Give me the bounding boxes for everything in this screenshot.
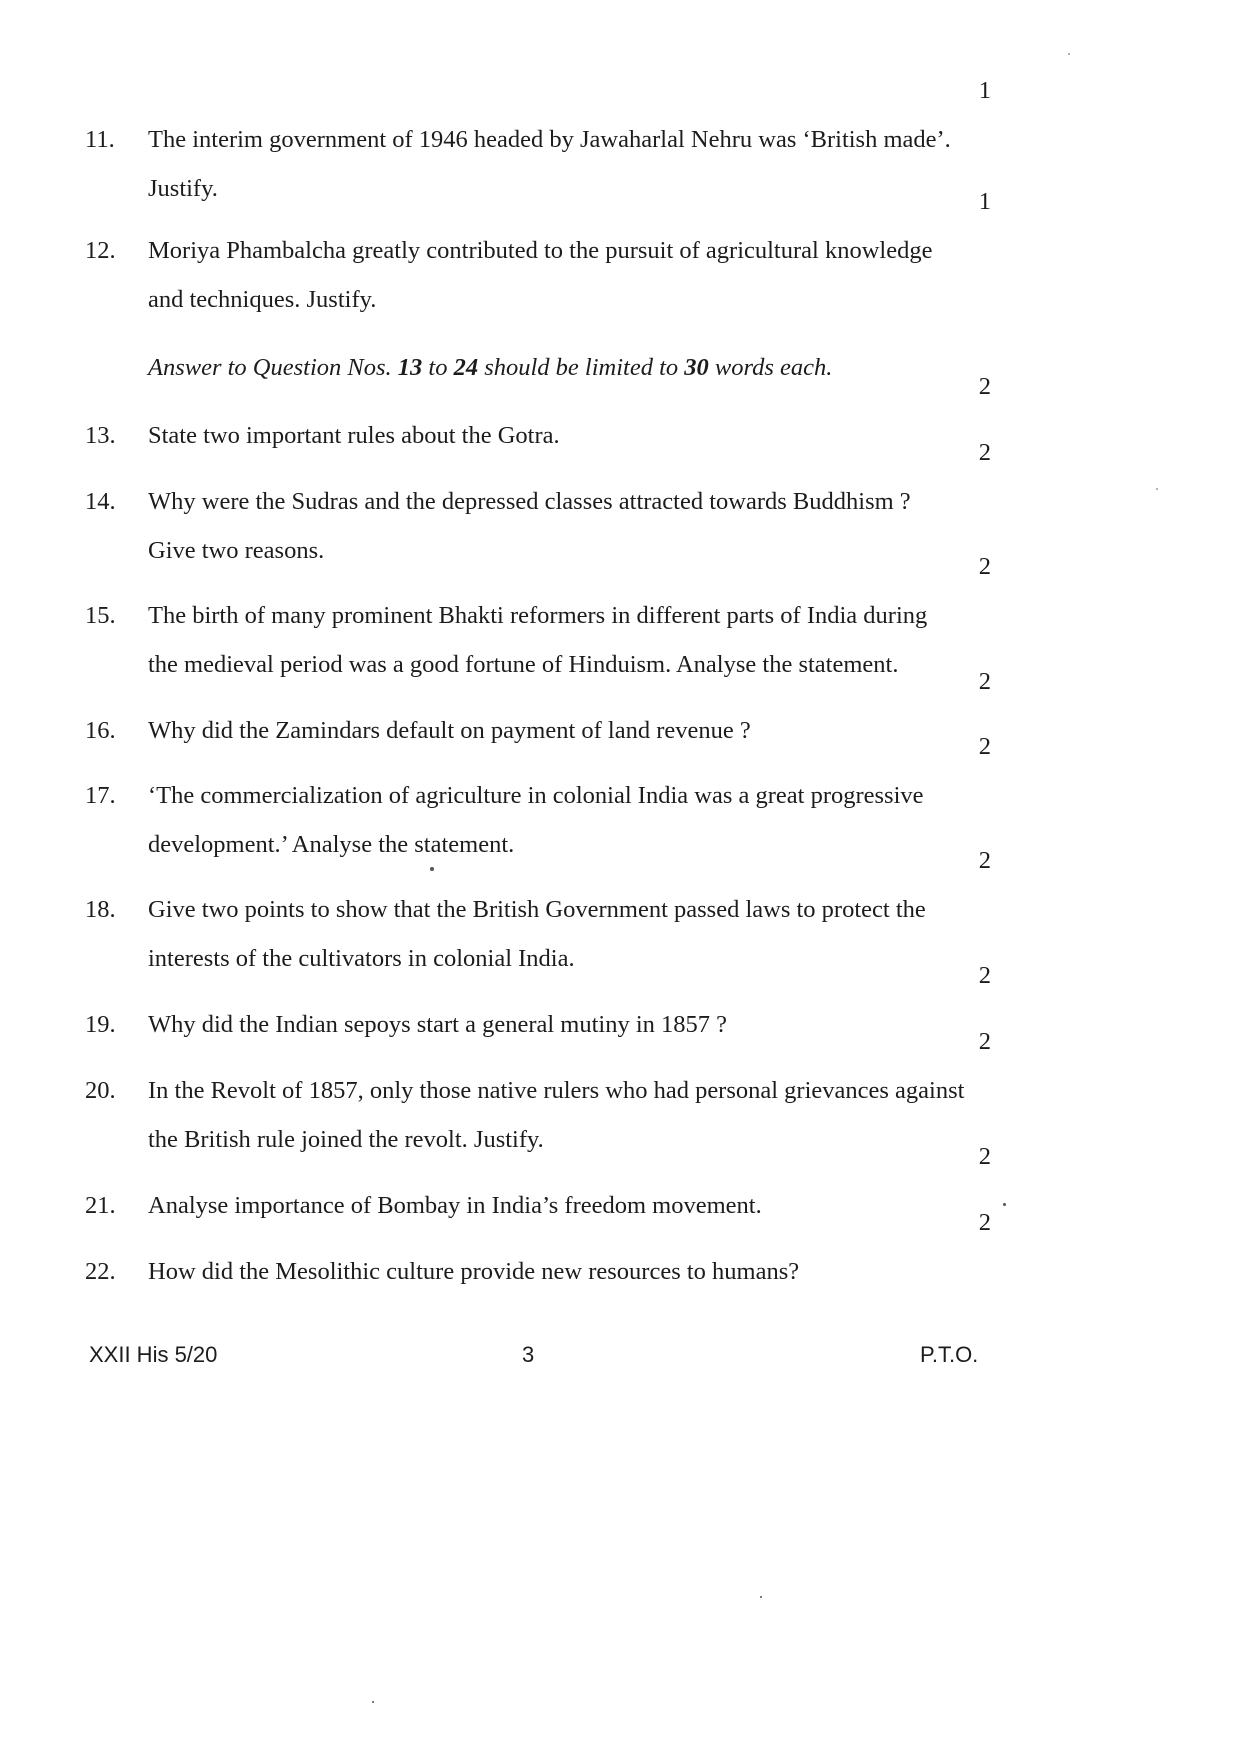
question-text-line: the medieval period was a good fortune of Hinduism. Analyse the statement.	[148, 651, 899, 678]
question-text-line: The interim government of 1946 headed by Jawaharlal Nehru was ‘British made’.	[148, 126, 951, 153]
question-marks: 2	[978, 962, 991, 989]
question-number: 14.	[85, 488, 116, 515]
question-text-line: Moriya Phambalcha greatly contributed to the pursuit of agricultural knowledge	[148, 237, 933, 264]
question-marks: 2	[978, 733, 991, 760]
question-text-line: Give two reasons.	[148, 537, 325, 564]
question-text-line: State two important rules about the Gotra.	[148, 422, 560, 449]
question-text-line: ‘The commercialization of agriculture in colonial India was a great progressive	[148, 782, 924, 809]
question-marks: 2	[978, 373, 991, 400]
instruction-from: 13	[397, 354, 423, 381]
question-text-line: Justify.	[148, 175, 218, 202]
question-text-line: and techniques. Justify.	[148, 286, 377, 313]
question-marks: 2	[978, 847, 991, 874]
instruction-text: words each.	[708, 354, 833, 381]
question-marks: 2	[978, 1028, 991, 1055]
question-text-line: Analyse importance of Bombay in India’s freedom movement.	[148, 1192, 762, 1219]
paper-code: XXII His 5/20	[89, 1342, 218, 1367]
question-text-line: Why were the Sudras and the depressed classes attracted towards Buddhism ?	[148, 488, 911, 515]
question-number: 16.	[85, 717, 116, 744]
instruction-to: 24	[453, 354, 479, 381]
question-marks: 2	[978, 1209, 991, 1236]
scan-speck	[1068, 53, 1070, 55]
question-text-line: How did the Mesolithic culture provide new resources to humans?	[148, 1258, 800, 1285]
instruction-text: Answer to Question Nos.	[148, 354, 398, 381]
please-turn-over: P.T.O.	[920, 1342, 979, 1367]
scan-speck	[1003, 1203, 1006, 1206]
question-marks: 2	[978, 668, 991, 695]
question-number: 11.	[85, 126, 115, 153]
question-marks: 1	[978, 188, 991, 215]
question-marks: 2	[978, 1143, 991, 1170]
question-number: 12.	[85, 237, 116, 264]
question-text-line: Give two points to show that the British Government passed laws to protect the	[148, 896, 926, 923]
question-text-line: the British rule joined the revolt. Justify.	[148, 1126, 544, 1153]
question-number: 21.	[85, 1192, 116, 1219]
instruction-text: should be limited to	[478, 354, 685, 381]
scan-speck	[1156, 488, 1158, 490]
scan-speck	[760, 1596, 762, 1598]
question-number: 15.	[85, 602, 116, 629]
question-number: 22.	[85, 1258, 116, 1285]
scan-speck	[430, 867, 434, 871]
question-text-line: development.’ Analyse the statement.	[148, 831, 515, 858]
question-text-line: Why did the Zamindars default on payment of land revenue ?	[148, 717, 751, 744]
question-number: 19.	[85, 1011, 116, 1038]
question-number: 17.	[85, 782, 116, 809]
question-text-line: interests of the cultivators in colonial India.	[148, 945, 575, 972]
page-number: 3	[522, 1342, 535, 1367]
question-marks: 1	[978, 77, 991, 104]
question-number: 13.	[85, 422, 116, 449]
section-instruction	[148, 348, 832, 388]
question-number: 18.	[85, 896, 116, 923]
question-number: 20.	[85, 1077, 116, 1104]
question-text-line: Why did the Indian sepoys start a general mutiny in 1857 ?	[148, 1011, 728, 1038]
question-marks: 2	[978, 553, 991, 580]
question-text-line: The birth of many prominent Bhakti reformers in different parts of India during	[148, 602, 928, 629]
question-text-line: In the Revolt of 1857, only those native rulers who had personal grievances against	[148, 1077, 965, 1104]
question-marks: 2	[978, 439, 991, 466]
instruction-text: to	[422, 354, 454, 381]
scan-speck	[372, 1701, 374, 1703]
instruction-word-limit: 30	[684, 354, 709, 381]
